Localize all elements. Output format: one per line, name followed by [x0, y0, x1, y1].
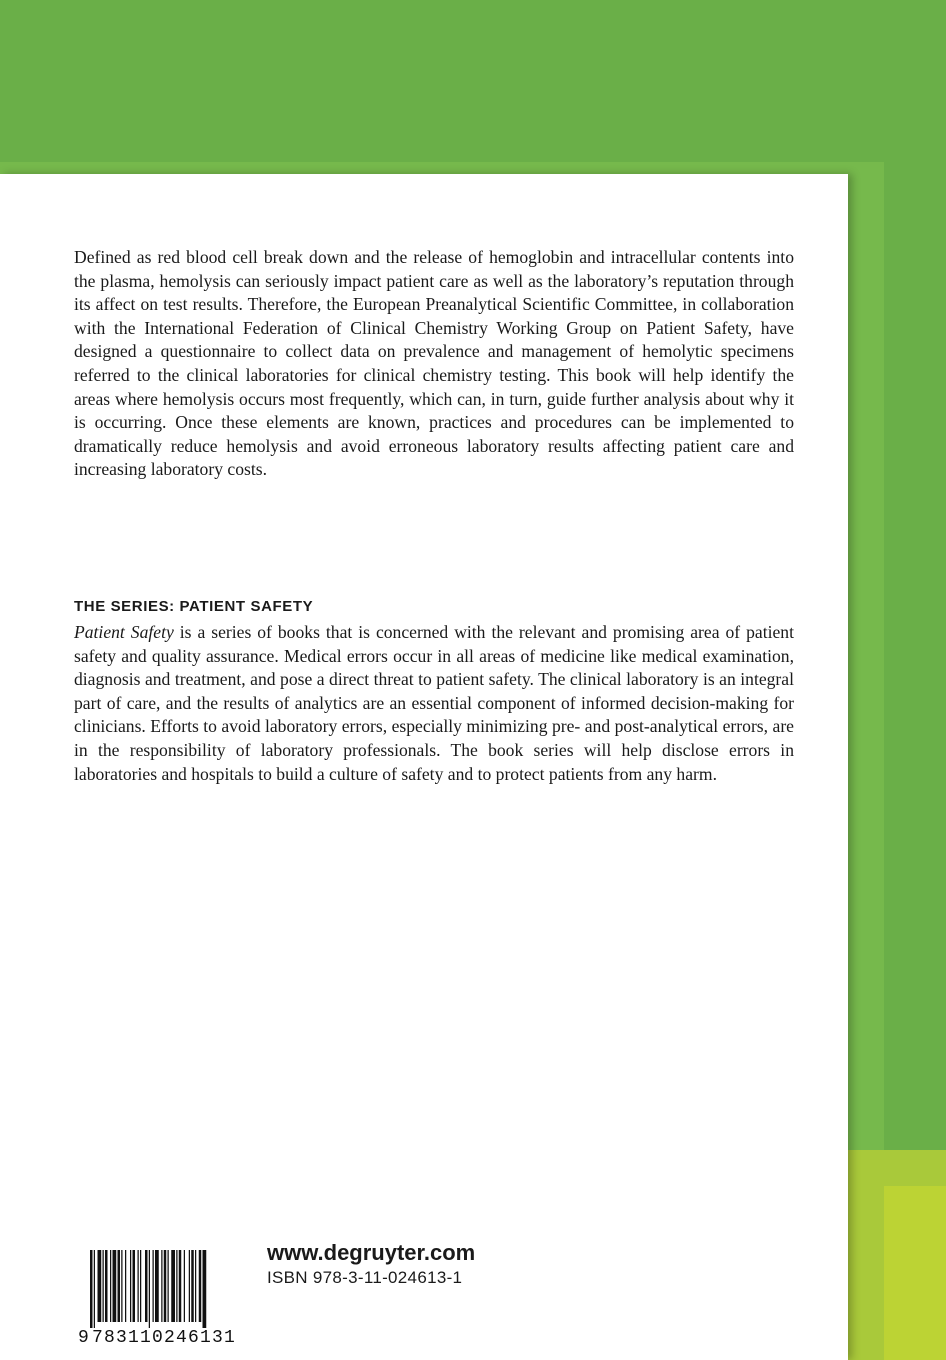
- isbn-text: ISBN 978-3-11-024613-1: [267, 1268, 463, 1287]
- series-title-italic: Patient Safety: [74, 622, 174, 642]
- barcode-number: [76, 1326, 238, 1352]
- series-body-text: is a series of books that is concerned with the relevant and promising area of patient safety and quality assurance. Medical errors occur in all areas of medicine like medical examination, diagnosis and treatment, and pose a direct threat to patient safety. The clinical laboratory is an integral part of care, and the results of analytics are an essential component of informed decision-making for clinicians. Efforts to avoid laboratory errors, especially minimizing pre- and post-analytical errors, are in the responsibility of laboratory professionals. The book series will help disclose errors in laboratories and hospitals to build a culture of safety and to protect patients from any harm.: [74, 622, 794, 784]
- barcode-icon: [76, 1248, 238, 1328]
- publisher-website: www.degruyter.com: [267, 1240, 476, 1265]
- background-right-strip: [884, 162, 946, 1150]
- isbn-barcode: [76, 1248, 238, 1356]
- series-description: [74, 621, 794, 786]
- background-top: [0, 0, 946, 162]
- barcode-lead-digit: 9: [78, 1328, 90, 1348]
- barcode-digits: 783110246131: [92, 1328, 237, 1348]
- series-heading: THE SERIES: PATIENT SAFETY: [74, 598, 314, 615]
- book-description: Defined as red blood cell break down and the release of hemoglobin and intracellular contents into the plasma, hemolysis can seriously impact patient care as well as the laboratory’s reputation through its affect on test results. Therefore, the European Preanalytical Scientific Committee, in collaboration with the International Federation of Clinical Chemistry Working Group on Patient Safety, have designed a questionnaire to collect data on prevalence and management of hemolytic specimens referred to the clinical laboratories for clinical chemistry testing. This book will help identify the areas where hemolysis occurs most frequently, which can, in turn, guide further analysis about why it is occurring. Once these elements are known, practices and procedures can be implemented to dramatically reduce hemolysis and avoid erroneous laboratory results affecting patient care and increasing laboratory costs.: [74, 247, 794, 480]
- lime-accent-inner: [884, 1186, 946, 1360]
